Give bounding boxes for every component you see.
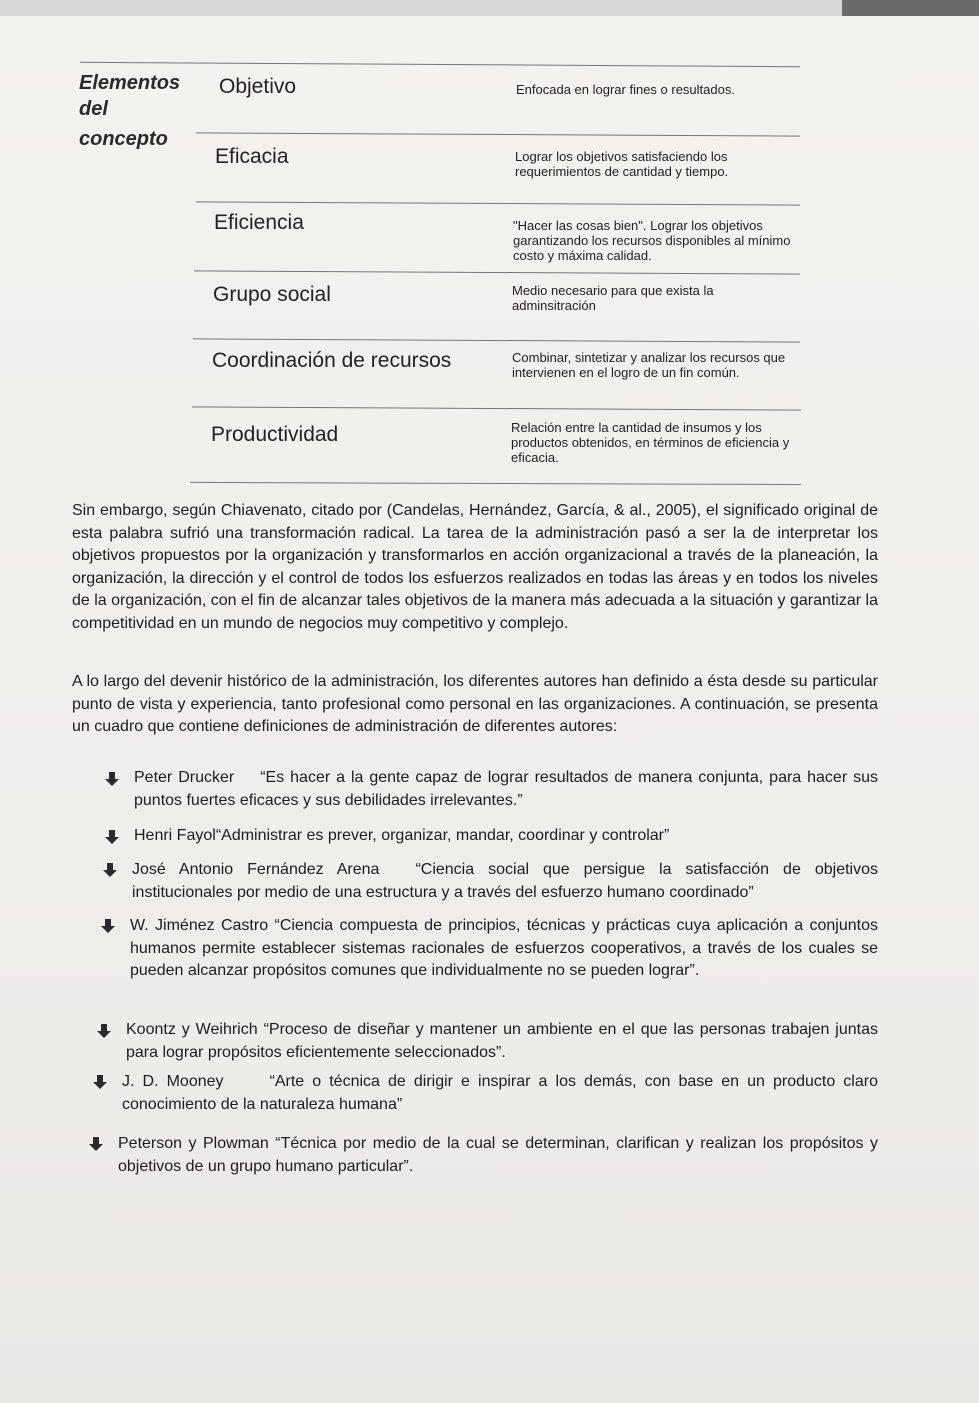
row-name: Eficacia [215, 145, 289, 168]
author-name: W. Jiménez Castro [130, 917, 269, 934]
row-definition: Combinar, sintetizar y analizar los recursos que intervienen en el logro de un fin común. [512, 350, 786, 380]
header-word: Elementos [79, 72, 181, 94]
author-definition: “Ciencia compuesta de principios, técnicas y prácticas cuya aplicación a conjuntos humanos permite establecer sistemas racionales de esfuerzos cooperativos, a través de los cuales se pueden alcanzar propósitos comunes que individualmente no se pueden lograr”. [130, 917, 878, 980]
table-header-label [79, 70, 199, 152]
row-name: Productividad [211, 423, 339, 446]
paragraph: Sin embargo, según Chiavenato, citado por (Candelas, Hernández, García, & al., 2005), el significado original de esta palabra sufrió una transformación radical. La tarea de la administración pasó a ser la de interpretar los objetivos propuestos por la organización y transformarlos en acción organizacional a través de la planeación, la organización, la dirección y el control de todos los esfuerzos realizados en todas las áreas y en todos los niveles de la organización, con el fin de alcanzar tales objetivos de la manera más adecuada a la situación y garantizar la competitividad en un mundo de negocios muy competitivo y complejo. [72, 502, 878, 632]
arrow-down-icon [100, 918, 116, 934]
row-name: Coordinación de recursos [212, 349, 452, 372]
author-name: José Antonio Fernández Arena [132, 861, 380, 878]
paragraph: A lo largo del devenir histórico de la administración, los diferentes autores han definido a ésta desde su particular punto de vista y experiencia, tanto profesional como personal en las organizaciones. A continuación, se presenta un cuadro que contiene definiciones de administración de diferentes autores: [72, 673, 878, 736]
row-definition: "Hacer las cosas bien". Lograr los objetivos garantizando los recursos disponibles al mínimo costo y máxima calidad. [513, 218, 791, 263]
author-entry [134, 767, 878, 812]
arrow-down-icon [92, 1074, 108, 1090]
author-definition: “Arte o técnica de dirigir e inspirar a los demás, con base en un producto claro conocimiento de la naturaleza humana” [122, 1073, 878, 1113]
author-definition: “Administrar es prever, organizar, mandar, coordinar y controlar” [215, 827, 670, 844]
top-bar-dark-segment [842, 0, 979, 16]
row-name: Grupo social [213, 283, 331, 306]
arrow-down-icon [102, 862, 118, 878]
author-entry [134, 825, 878, 848]
author-definition: “Proceso de diseñar y mantener un ambiente en el que las personas trabajen juntas para lograr propósitos eficientemente seleccionados”. [126, 1021, 878, 1061]
arrow-down-icon [96, 1023, 112, 1039]
row-name: Eficiencia [214, 211, 304, 234]
author-definition: “Ciencia social que persigue la satisfacción de objetivos institucionales por medio de una estructura y a través del esfuerzo humano coordinado” [132, 861, 878, 901]
arrow-down-icon [104, 771, 120, 787]
author-name: Henri Fayol [134, 827, 216, 844]
author-entry [130, 915, 878, 983]
row-name: Objetivo [219, 75, 297, 98]
author-definition: “Es hacer a la gente capaz de lograr resultados de manera conjunta, para hacer sus puntos fuertes eficaces y sus debilidades irrelevantes.” [134, 769, 878, 809]
author-entry [122, 1071, 878, 1116]
author-definition: “Técnica por medio de la cual se determinan, clarifican y realizan los propósitos y objetivos de un grupo humano particular”. [118, 1135, 879, 1175]
author-entry [118, 1133, 878, 1178]
author-entry [132, 859, 878, 904]
author-name: J. D. Mooney [122, 1073, 224, 1090]
author-name: Peterson y Plowman [118, 1135, 269, 1152]
top-bar [0, 0, 979, 16]
author-name: Koontz y Weihrich [126, 1021, 258, 1038]
header-word: del [79, 98, 108, 120]
row-definition: Enfocada en lograr fines o resultados. [516, 82, 735, 97]
arrow-down-icon [104, 829, 120, 845]
row-definition: Lograr los objetivos satisfaciendo los requerimientos de cantidad y tiempo. [515, 149, 729, 179]
row-definition: Medio necesario para que exista la adminsitración [512, 283, 714, 313]
row-definition: Relación entre la cantidad de insumos y los productos obtenidos, en términos de eficiencia y eficacia. [511, 420, 790, 465]
arrow-down-icon [88, 1136, 104, 1152]
author-name: Peter Drucker [134, 769, 235, 786]
author-entry [126, 1019, 878, 1064]
header-word: concepto [79, 128, 168, 150]
